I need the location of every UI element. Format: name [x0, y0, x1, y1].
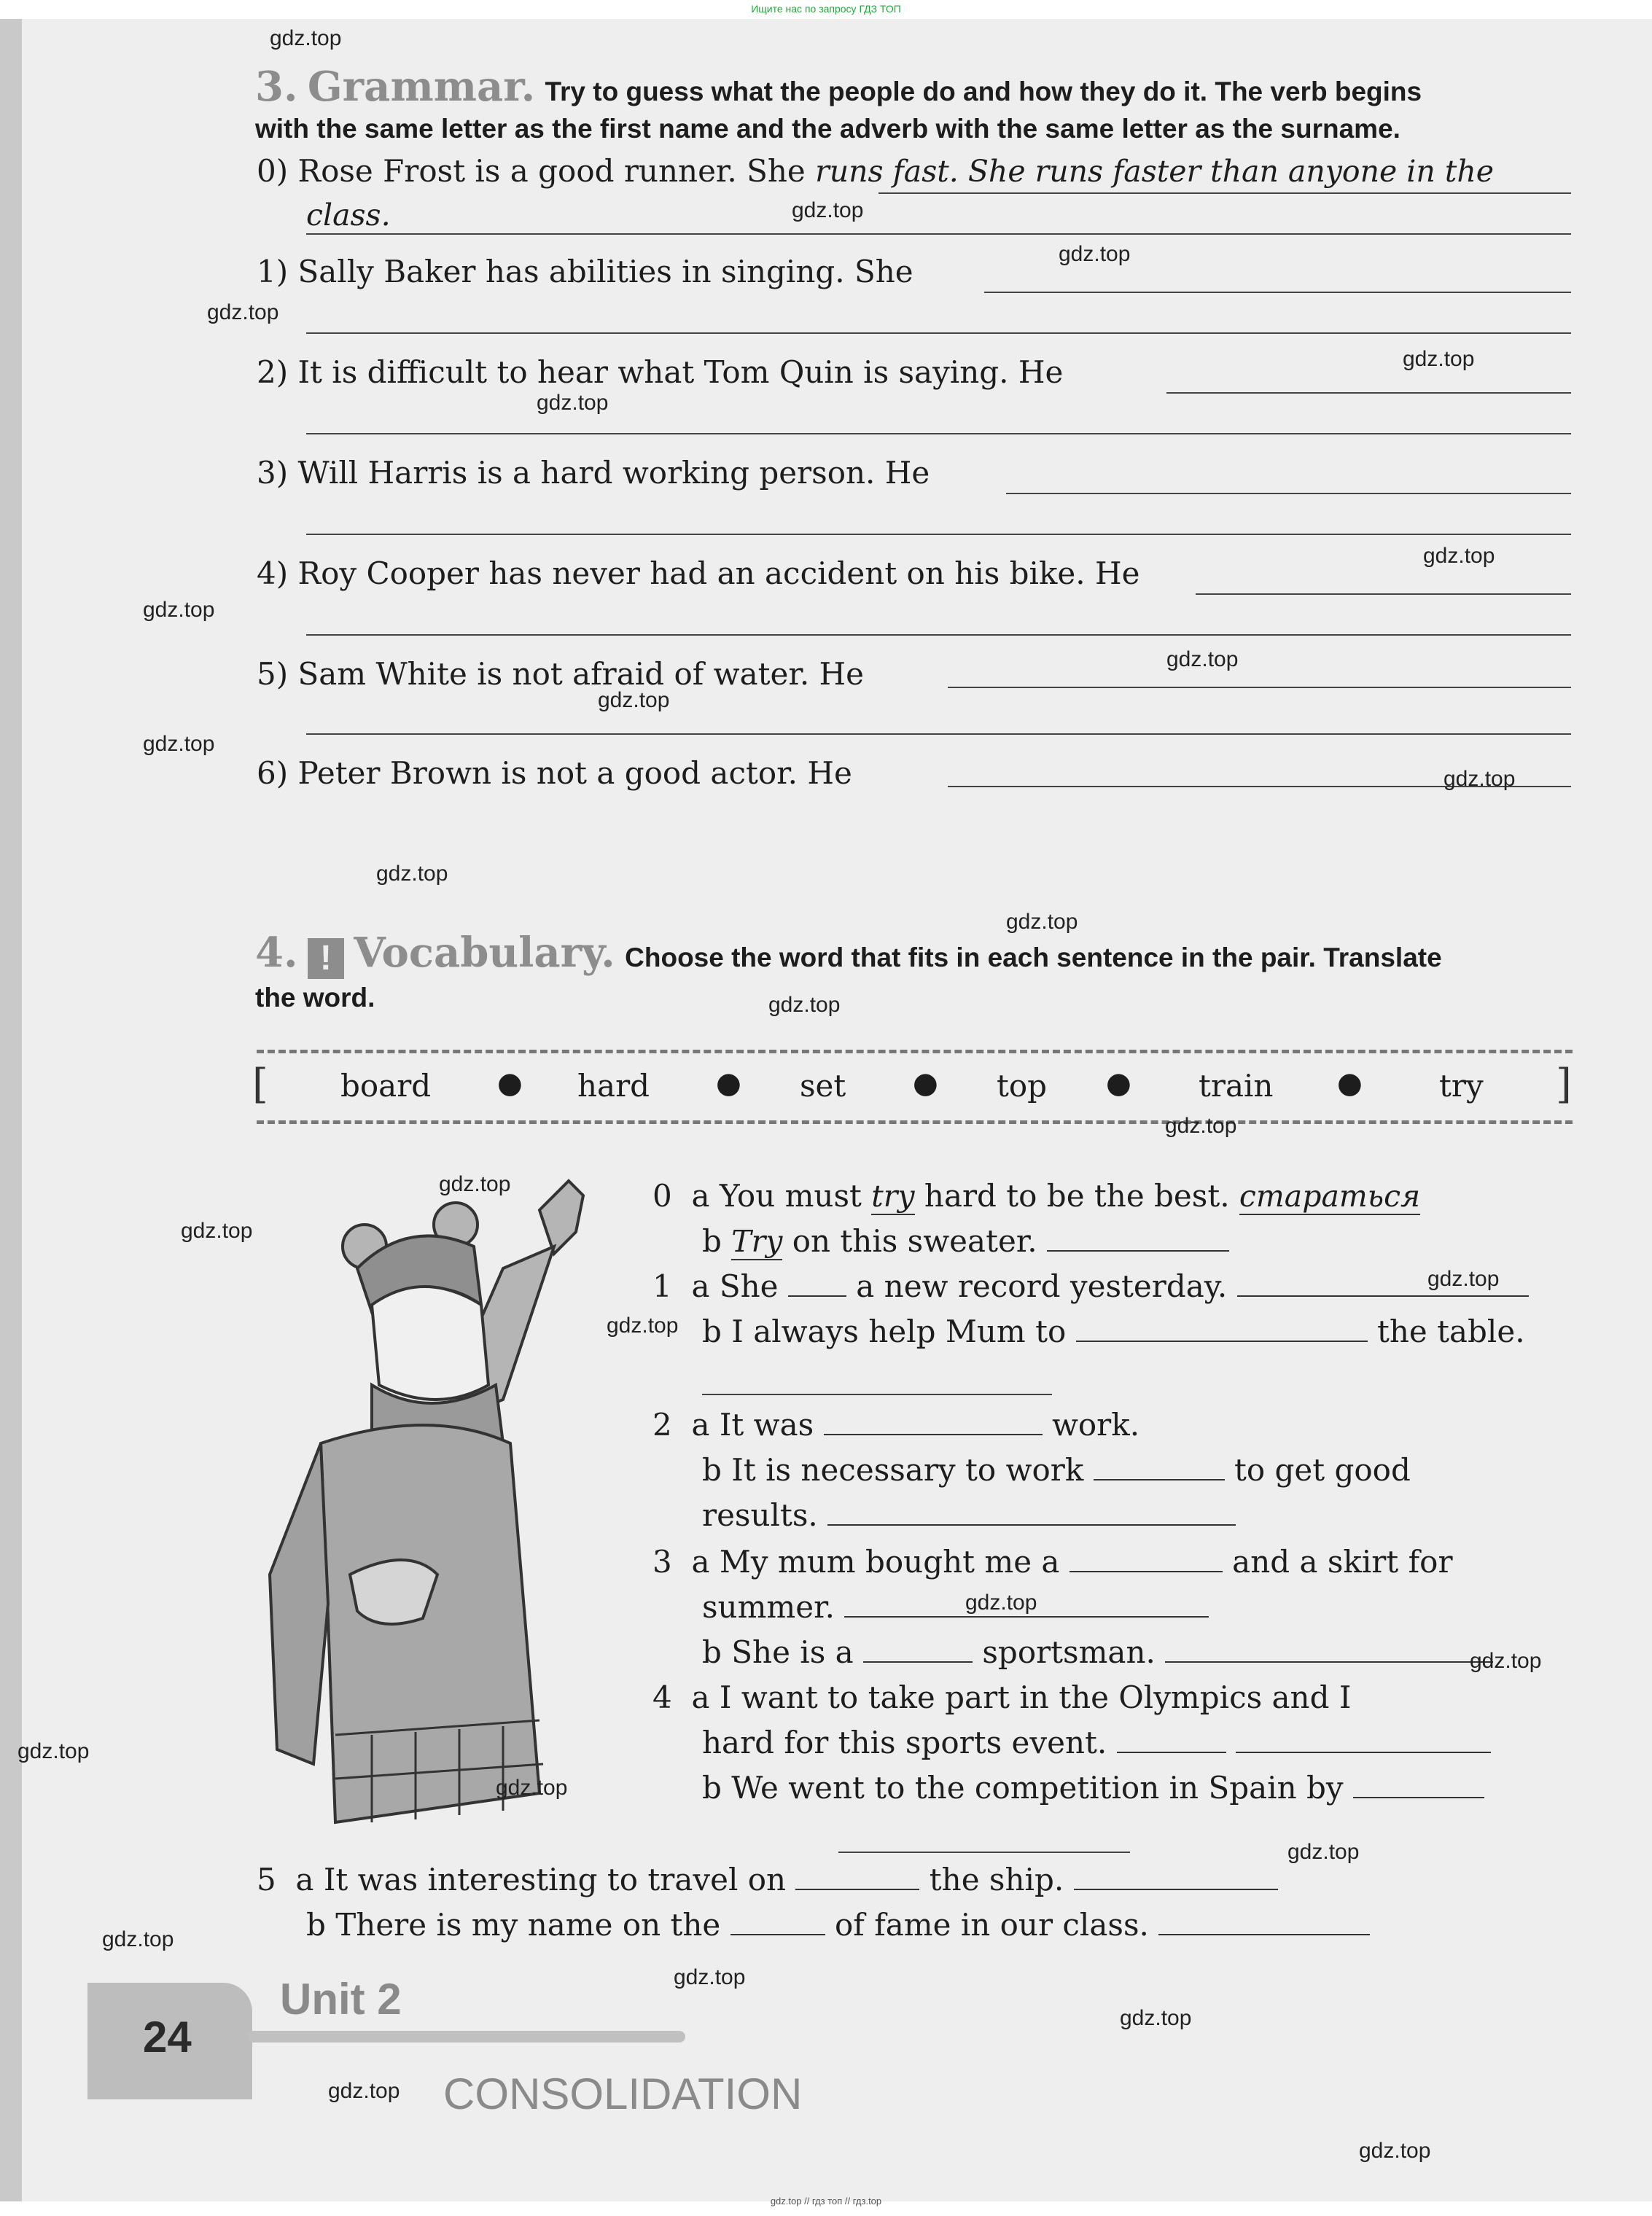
bullet-icon: ●: [716, 1066, 741, 1100]
item-text: It is difficult to hear what Tom Quin is saying. He: [297, 354, 1064, 390]
exclamation-icon: !: [308, 938, 344, 979]
item-number: 2): [257, 354, 289, 390]
item-number: 4: [652, 1679, 672, 1715]
answer-blank[interactable]: [306, 733, 1571, 735]
vocab-item-3a: [652, 1544, 1453, 1580]
section4-title: Vocabulary.: [354, 929, 615, 977]
item-number: 0: [652, 1178, 672, 1214]
watermark: gdz.top: [1403, 347, 1475, 371]
watermark: gdz.top: [17, 1739, 90, 1763]
grammar-item-3: [257, 455, 930, 491]
face: [372, 1287, 488, 1400]
word-blank[interactable]: [1353, 1771, 1484, 1798]
top-search-note[interactable]: Ищите нас по запросу ГДЗ ТОП: [751, 3, 901, 15]
watermark: gdz.top: [1059, 242, 1131, 266]
item-letter: a: [691, 1178, 710, 1214]
vocab-item-1b: [702, 1314, 1525, 1349]
word-blank[interactable]: [863, 1635, 973, 1663]
item-text: Rose Frost is a good runner. She: [297, 153, 806, 189]
girl-raising-hand-illustration: [262, 1166, 642, 1910]
watermark: gdz.top: [1443, 767, 1516, 791]
watermark: gdz.top: [143, 598, 215, 622]
word-blank[interactable]: [1094, 1453, 1225, 1480]
vocab-item-3a-cont: [702, 1589, 1209, 1625]
word-hard: hard: [577, 1068, 650, 1104]
translation-blank[interactable]: [1165, 1635, 1493, 1663]
item-letter: a: [691, 1268, 710, 1304]
watermark: gdz.top: [181, 1219, 253, 1243]
item-text: She: [719, 1268, 779, 1304]
answer-line: [306, 233, 1571, 235]
item-number: 3): [257, 455, 289, 491]
translation-blank[interactable]: [827, 1498, 1236, 1526]
section3-header: [255, 63, 1422, 111]
left-sleeve: [270, 1443, 328, 1764]
word-blank[interactable]: [1069, 1545, 1223, 1572]
item-letter: a: [691, 1407, 710, 1443]
item-text: There is my name on the: [335, 1907, 721, 1943]
grammar-item-4: [257, 555, 1139, 591]
word-train: train: [1199, 1068, 1274, 1104]
item-text: a new record yesterday.: [856, 1268, 1228, 1304]
translation-blank[interactable]: [838, 1852, 1130, 1853]
item-text: You must: [719, 1178, 862, 1214]
word-top: top: [997, 1068, 1048, 1104]
page-number: 24: [143, 2013, 192, 2061]
item-text: of fame in our class.: [835, 1907, 1149, 1943]
item-text: It was interesting to travel on: [323, 1862, 787, 1897]
item-text: the table.: [1376, 1314, 1525, 1349]
item-text: summer.: [702, 1589, 835, 1625]
word-blank[interactable]: [1117, 1725, 1226, 1753]
unit-label: Unit 2: [280, 1975, 402, 2024]
translation-blank[interactable]: [1074, 1862, 1278, 1890]
watermark: gdz.top: [768, 993, 841, 1017]
item-text: Sally Baker has abilities in singing. She: [297, 254, 913, 289]
watermark: gdz.top: [965, 1591, 1037, 1615]
watermark: gdz.top: [1006, 910, 1078, 934]
word-box: [252, 1050, 1573, 1124]
watermark: gdz.top: [1423, 544, 1495, 568]
section4-header: [255, 929, 1442, 979]
translation-blank[interactable]: [1047, 1224, 1229, 1252]
item-answer: runs fast. She runs faster than anyone in the: [815, 154, 1494, 189]
item-number: 5: [257, 1862, 276, 1897]
item-text: She is a: [731, 1634, 854, 1670]
grammar-item-0: [257, 153, 1494, 189]
item-number: 2: [652, 1407, 672, 1443]
item-number: 6): [257, 755, 289, 791]
item-letter: b: [702, 1314, 722, 1349]
watermark: gdz.top: [1120, 2006, 1192, 2030]
item-letter: b: [702, 1770, 722, 1806]
translation-blank[interactable]: [1236, 1725, 1491, 1753]
vocab-item-2b: [702, 1452, 1411, 1488]
vocab-item-5b: [306, 1907, 1370, 1943]
grammar-item-5: [257, 656, 864, 692]
item-text: the ship.: [929, 1862, 1064, 1897]
item-answer: try: [871, 1179, 915, 1214]
answer-blank[interactable]: [948, 687, 1571, 688]
section3-instruction: Try to guess what the people do and how they do it. The verb begins: [545, 77, 1422, 106]
item-text: on this sweater.: [792, 1223, 1037, 1259]
item-number: 4): [257, 555, 289, 591]
vocab-item-3b: [702, 1634, 1493, 1670]
item-text: hard for this sports event.: [702, 1725, 1107, 1760]
vocab-item-1a: [652, 1268, 1529, 1304]
word-set: set: [800, 1068, 846, 1104]
footer-bar: [248, 2031, 685, 2043]
item-number: 3: [652, 1544, 672, 1580]
item-text: It is necessary to work: [731, 1452, 1084, 1488]
vocab-item-4a-cont: [702, 1725, 1491, 1760]
item-text: hard to be the best.: [924, 1178, 1230, 1214]
item-translation: стараться: [1239, 1179, 1421, 1214]
section4-instruction: Choose the word that fits in each sentence in the pair. Translate: [625, 943, 1442, 972]
section3-instruction-cont: [255, 109, 1400, 145]
item-text: and a skirt for: [1232, 1544, 1453, 1580]
section4-instruction-cont: [255, 978, 375, 1014]
section4-number: 4.: [255, 929, 298, 977]
grammar-item-0-cont: [306, 197, 391, 233]
consolidation-label: CONSOLIDATION: [443, 2069, 803, 2118]
watermark: gdz.top: [1166, 647, 1239, 671]
word-blank[interactable]: [730, 1908, 825, 1935]
answer-blank[interactable]: [306, 534, 1571, 535]
bullet-icon: ●: [1337, 1066, 1363, 1100]
grammar-item-6: [257, 755, 852, 791]
vocab-item-5a: [257, 1862, 1278, 1897]
watermark: gdz.top: [496, 1776, 568, 1800]
item-letter: a: [691, 1544, 710, 1580]
word-box-right-bracket: ]: [1556, 1061, 1572, 1108]
answer-blank[interactable]: [1006, 493, 1571, 494]
grammar-item-1: [257, 254, 913, 289]
translation-blank[interactable]: [1158, 1908, 1370, 1935]
answer-blank[interactable]: [306, 634, 1571, 636]
sweater-body: [321, 1425, 539, 1822]
word-blank[interactable]: [824, 1408, 1043, 1435]
item-letter: b: [702, 1634, 722, 1670]
watermark: gdz.top: [439, 1172, 511, 1196]
watermark: gdz.top: [207, 300, 279, 324]
item-letter: a: [295, 1862, 314, 1897]
grammar-item-2: [257, 354, 1063, 390]
watermark: gdz.top: [143, 732, 215, 756]
answer-line: [878, 192, 1571, 194]
item-letter: b: [306, 1907, 326, 1943]
item-text: sportsman.: [982, 1634, 1156, 1670]
item-number: 5): [257, 656, 289, 692]
raised-hand: [539, 1181, 583, 1254]
watermark: gdz.top: [376, 862, 448, 886]
section3-number: 3.: [255, 63, 298, 111]
answer-blank[interactable]: [1196, 593, 1571, 595]
vocab-item-4a: [652, 1679, 1351, 1715]
watermark: gdz.top: [328, 2079, 400, 2103]
answer-blank[interactable]: [984, 292, 1571, 293]
watermark: gdz.top: [537, 391, 609, 415]
item-text: results.: [702, 1497, 818, 1533]
watermark: gdz.top: [1470, 1649, 1542, 1673]
watermark: gdz.top: [792, 198, 864, 222]
item-text: I want to take part in the Olympics and I: [719, 1679, 1352, 1715]
watermark: gdz.top: [674, 1965, 746, 1989]
item-number: 1): [257, 254, 289, 289]
bullet-icon: ●: [913, 1066, 938, 1100]
item-number: 1: [652, 1268, 672, 1304]
watermark: gdz.top: [102, 1927, 174, 1951]
watermark: gdz.top: [607, 1314, 679, 1338]
word-board: board: [340, 1068, 432, 1104]
word-blank[interactable]: [1076, 1314, 1368, 1342]
translation-blank[interactable]: [702, 1394, 1052, 1395]
vocab-item-2b-cont: [702, 1497, 1236, 1533]
hand-on-chest: [350, 1560, 437, 1624]
answer-blank[interactable]: [1166, 392, 1571, 394]
section4-instruction-line2: the word.: [255, 983, 375, 1013]
item-text: I always help Mum to: [731, 1314, 1067, 1349]
item-text: It was: [719, 1407, 814, 1443]
word-blank[interactable]: [795, 1862, 919, 1890]
answer-blank[interactable]: [306, 332, 1571, 334]
vocab-item-4b: [702, 1770, 1484, 1806]
watermark: gdz.top: [1287, 1840, 1360, 1864]
section3-title: Grammar.: [307, 63, 536, 111]
watermark: gdz.top: [1165, 1114, 1237, 1138]
bullet-icon: ●: [497, 1066, 523, 1100]
item-answer: Try: [731, 1224, 783, 1259]
item-text: Peter Brown is not a good actor. He: [297, 755, 852, 791]
page-binding-edge: [0, 19, 22, 2201]
bullet-icon: ●: [1106, 1066, 1131, 1100]
item-answer-cont: class.: [306, 198, 391, 233]
vocab-item-0a: [652, 1178, 1420, 1214]
watermark: gdz.top: [1427, 1267, 1500, 1291]
item-text: Sam White is not afraid of water. He: [297, 656, 865, 692]
item-letter: b: [702, 1223, 722, 1259]
word-blank[interactable]: [788, 1269, 846, 1297]
item-number: 0): [257, 153, 289, 189]
section3-instruction-line2: with the same letter as the first name and the adverb with the same letter as the surname.: [255, 114, 1400, 144]
item-text: to get good: [1234, 1452, 1411, 1488]
vocab-item-0b: [702, 1223, 1229, 1259]
item-text: My mum bought me a: [719, 1544, 1060, 1580]
word-box-left-bracket: [: [252, 1061, 268, 1108]
watermark: gdz.top: [270, 26, 342, 50]
item-text: We went to the competition in Spain by: [731, 1770, 1344, 1806]
item-letter: a: [691, 1679, 710, 1715]
vocab-item-2a: [652, 1407, 1139, 1443]
bottom-source-note[interactable]: gdz.top // гдз топ // гдз.top: [770, 2196, 882, 2207]
watermark: gdz.top: [598, 688, 670, 712]
item-letter: b: [702, 1452, 722, 1488]
word-try: try: [1439, 1068, 1484, 1104]
item-text: work.: [1051, 1407, 1140, 1443]
watermark: gdz.top: [1359, 2139, 1431, 2163]
item-text: Roy Cooper has never had an accident on his bike. He: [297, 555, 1140, 591]
item-text: Will Harris is a hard working person. He: [297, 455, 930, 491]
answer-blank[interactable]: [306, 433, 1571, 434]
